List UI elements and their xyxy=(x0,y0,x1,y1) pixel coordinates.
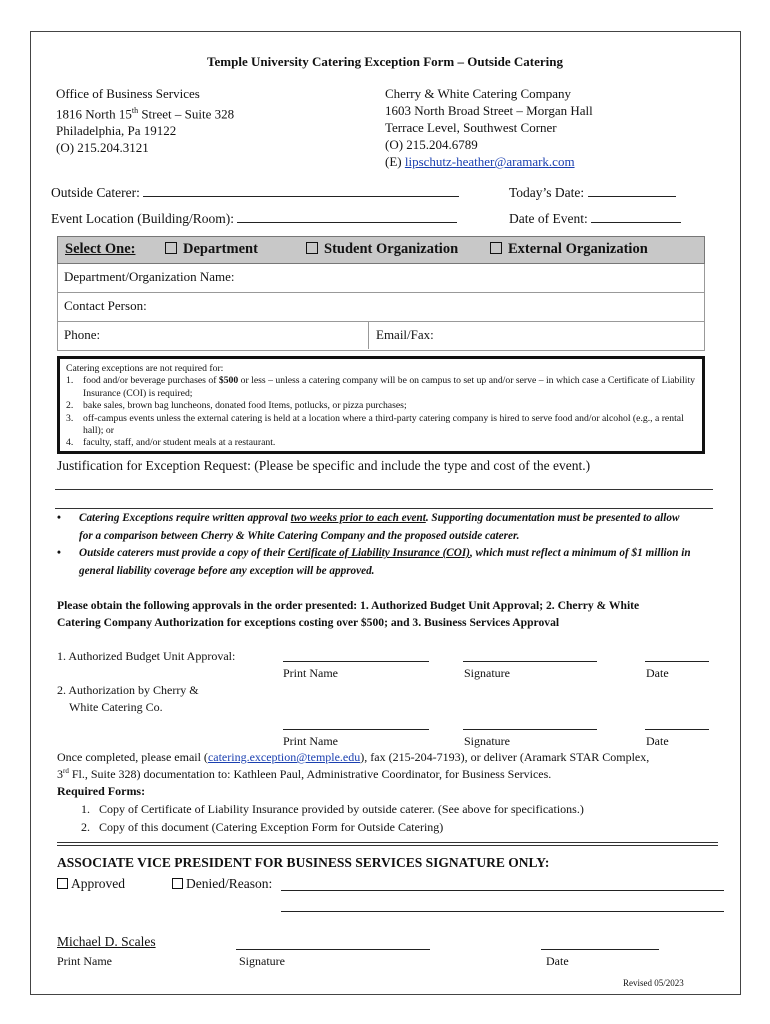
date-line[interactable] xyxy=(645,729,709,730)
row-divider xyxy=(368,322,369,349)
address-line: Terrace Level, Southwest Corner xyxy=(385,120,557,135)
checkbox-icon[interactable] xyxy=(165,242,177,254)
signature-label: Signature xyxy=(464,734,510,748)
avp-signature-line[interactable] xyxy=(236,949,430,950)
event-location-field[interactable]: Event Location (Building/Room): xyxy=(51,210,457,227)
external-organization-option[interactable]: External Organization xyxy=(490,241,648,258)
signature-line[interactable] xyxy=(463,661,597,662)
phone-email-row xyxy=(57,322,705,351)
department-name-row[interactable]: Department/Organization Name: xyxy=(57,264,705,293)
contact-email-link[interactable]: lipschutz-heather@aramark.com xyxy=(404,154,575,169)
catering-exception-email-link[interactable]: catering.exception@temple.edu xyxy=(207,750,361,764)
avp-name: Michael D. Scales xyxy=(57,934,156,949)
cherry-white-authorization-label: 2. Authorization by Cherry & xyxy=(57,683,199,697)
address-line: (O) 215.204.3121 xyxy=(56,140,149,156)
divider xyxy=(57,845,718,846)
avp-date-line[interactable] xyxy=(541,949,659,950)
denied-reason-line[interactable] xyxy=(281,911,724,912)
checkbox-icon[interactable] xyxy=(57,878,68,889)
print-name-label: Print Name xyxy=(283,666,338,680)
approvals-instructions: Please obtain the following approvals in the order presented: 1. Authorized Budget Unit Approval; 2. Cherry & White Catering Company Authorization for exceptions costing over $500; and 3. Business Services Approval xyxy=(57,599,640,629)
outside-caterer-field[interactable]: Outside Caterer: xyxy=(51,184,459,201)
list-item: 4. faculty, staff, and/or student meals at a restaurant. xyxy=(66,437,276,449)
address-line: 1816 North 15th Street – Suite 328 xyxy=(56,106,235,122)
select-one-label: Select One: xyxy=(65,241,136,257)
todays-date-field[interactable]: Today’s Date: xyxy=(509,184,676,201)
list-item: 2. bake sales, brown bag luncheons, donated food Items, potlucks, or pizza purchases; xyxy=(66,400,407,412)
catering-exceptions-note: Catering exceptions are not required for: 1. food and/or beverage purchases of $500 or less – unless a catering company will be on campus to set up and/or serve – in which case a Certificate of Liability Insurance (COI) is required; 2. bake sales, brown bag luncheons, donated food Items, potlucks, or pizza purchases; 3. off-campus events unless the external catering is held at a location where a third-party catering company is hired to serve food and/or alcohol (e.g., a rental hall); or 4. faculty, staff, and/or student meals at a restaurant. xyxy=(57,356,705,454)
print-name-line[interactable] xyxy=(283,729,429,730)
list-item: 3. off-campus events unless the external catering is held at a location where a third-party catering company is hired to serve food and/or alcohol (e.g., a rental hall); or xyxy=(66,412,684,437)
business-services-address xyxy=(56,85,234,156)
cherry-white-address xyxy=(385,85,593,170)
justification-label: Justification for Exception Request: (Please be specific and include the type and cost of the event.) xyxy=(57,458,591,473)
justification-line[interactable] xyxy=(55,489,713,490)
print-name-label: Print Name xyxy=(283,734,338,748)
address-line: Cherry & White Catering Company xyxy=(385,86,572,101)
checkbox-icon[interactable] xyxy=(306,242,318,254)
organization-type-select xyxy=(57,236,705,264)
signature-label: Signature xyxy=(239,954,285,968)
requirements-list xyxy=(55,510,695,580)
print-name-label: Print Name xyxy=(57,954,112,968)
avp-heading: ASSOCIATE VICE PRESIDENT FOR BUSINESS SERVICES SIGNATURE ONLY: xyxy=(57,855,550,870)
list-item: 2. Copy of this document (Catering Exception Form for Outside Catering) xyxy=(81,820,444,834)
list-item: • Catering Exceptions require written approval two weeks prior to each event. Supporting documentation must be presented to allow for a comparison between Cherry & White Catering Company and the proposed outside caterer. xyxy=(55,510,695,545)
date-label: Date xyxy=(646,666,669,680)
checkbox-icon[interactable] xyxy=(172,878,183,889)
required-forms-heading: Required Forms: xyxy=(57,784,146,798)
student-organization-option[interactable]: Student Organization xyxy=(306,241,458,258)
address-line: Philadelphia, Pa 19122 xyxy=(56,123,177,139)
signature-line[interactable] xyxy=(463,729,597,730)
denied-reason-line[interactable] xyxy=(281,890,724,891)
approved-option[interactable]: Approved xyxy=(57,876,125,892)
form-title: Temple University Catering Exception Form – Outside Catering xyxy=(207,54,563,69)
address-line: 1603 North Broad Street – Morgan Hall xyxy=(385,103,593,118)
list-item: • Outside caterers must provide a copy of their Certificate of Liability Insurance (COI), which must reflect a minimum of $1 million in general liability coverage before any exception will be approved. xyxy=(55,545,695,580)
signature-label: Signature xyxy=(464,666,510,680)
address-line: Office of Business Services xyxy=(56,86,200,101)
budget-unit-approval-label: 1. Authorized Budget Unit Approval: xyxy=(57,649,236,663)
justification-line[interactable] xyxy=(55,508,713,509)
revision-date: Revised 05/2023 xyxy=(623,978,684,988)
date-of-event-field[interactable]: Date of Event: xyxy=(509,210,681,227)
list-item: 1. Copy of Certificate of Liability Insurance provided by outside caterer. (See above for specifications.) xyxy=(81,802,584,816)
date-label: Date xyxy=(646,734,669,748)
divider xyxy=(57,842,718,843)
print-name-line[interactable] xyxy=(283,661,429,662)
contact-person-row[interactable]: Contact Person: xyxy=(57,293,705,322)
completion-instructions-2: 3rd Fl., Suite 328) documentation to: Kathleen Paul, Administrative Coordinator, for Business Services. xyxy=(57,767,552,781)
completion-instructions: Once completed, please email (catering.exception@temple.edu), fax (215-204-7193), or deliver (Aramark STAR Complex, xyxy=(57,750,650,764)
checkbox-icon[interactable] xyxy=(490,242,502,254)
cherry-white-authorization-label-2: White Catering Co. xyxy=(69,700,163,714)
date-line[interactable] xyxy=(645,661,709,662)
department-option[interactable]: Department xyxy=(165,241,258,258)
address-line: (E) lipschutz-heather@aramark.com xyxy=(385,154,575,169)
email-fax-label: Email/Fax: xyxy=(376,327,434,342)
phone-label: Phone: xyxy=(64,327,101,342)
date-label: Date xyxy=(546,954,569,968)
denied-option[interactable]: Denied/Reason: xyxy=(172,876,272,892)
list-item: 1. food and/or beverage purchases of $500 or less – unless a catering company will be on campus to set up and/or serve – in which case a Certificate of Liability Insurance (COI) is required; xyxy=(66,375,696,399)
address-line: (O) 215.204.6789 xyxy=(385,137,478,152)
